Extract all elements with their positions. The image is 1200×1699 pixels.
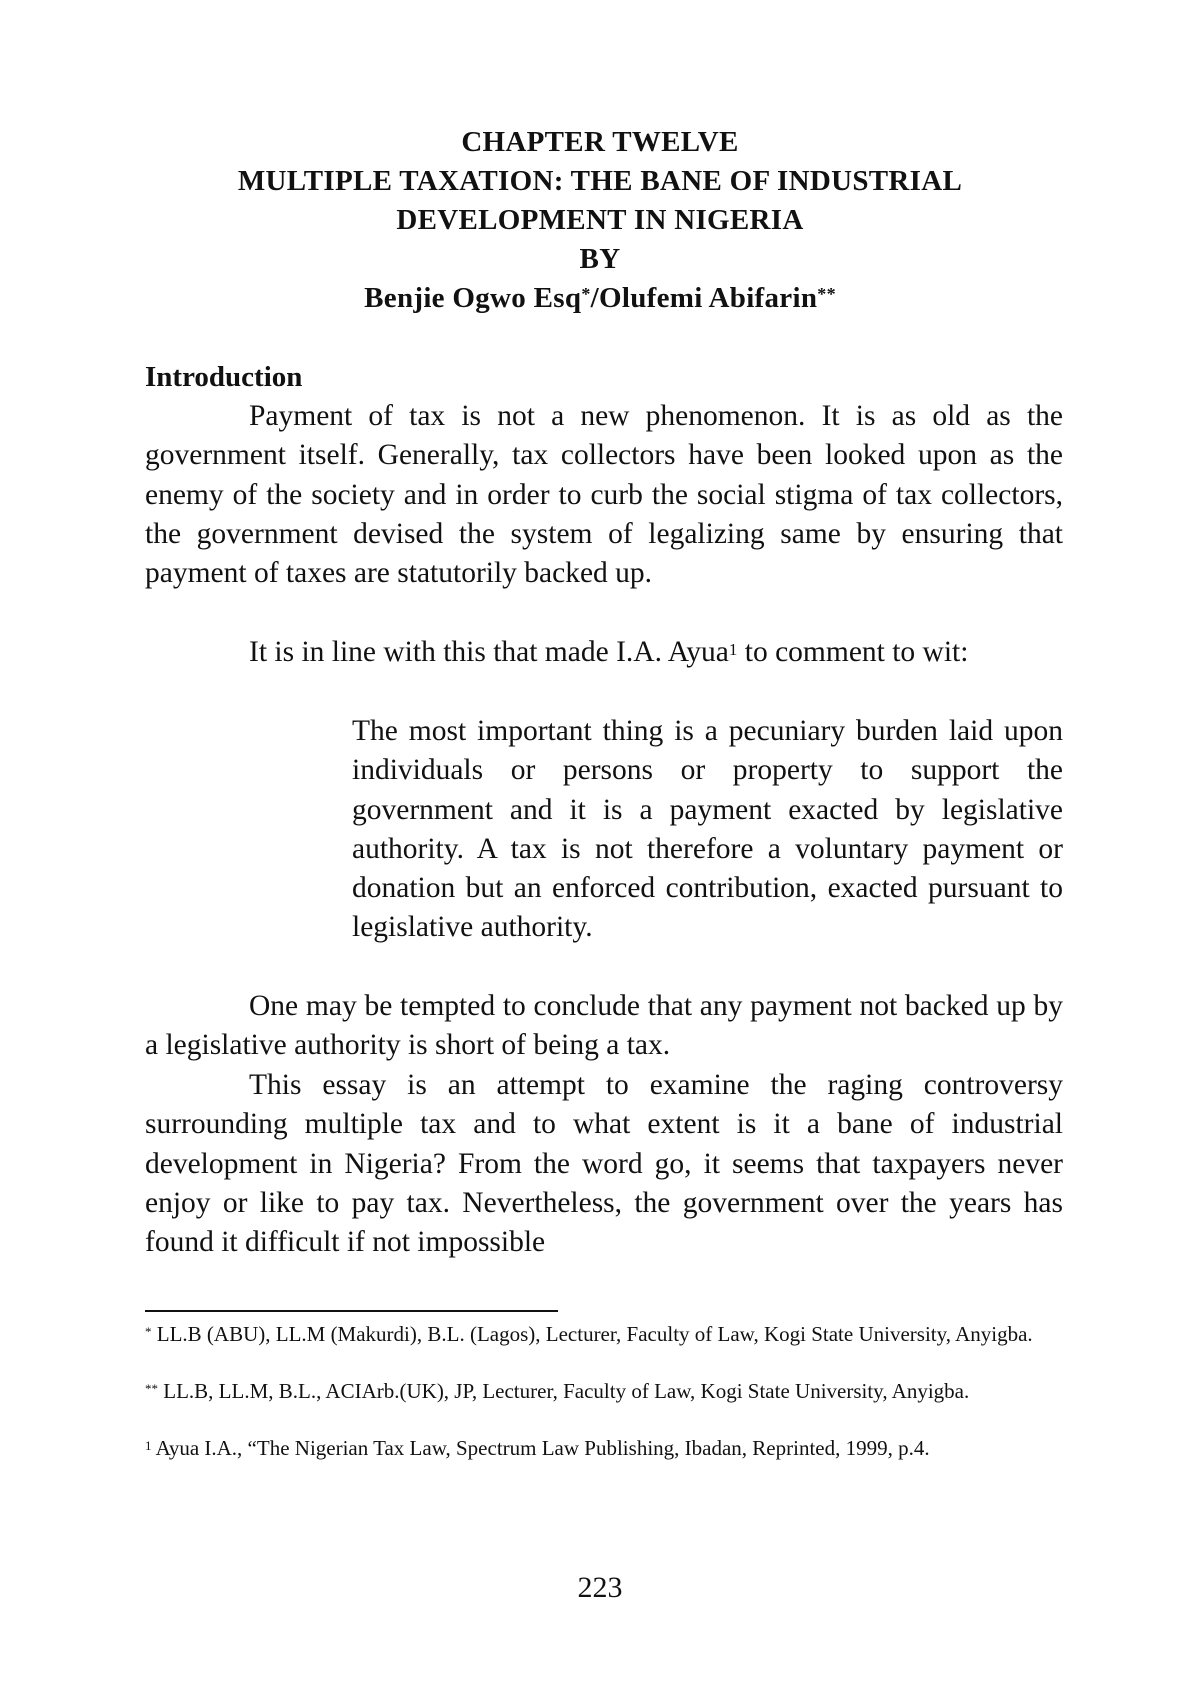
intro-paragraph-1: Payment of tax is not a new phenomenon. It is as old as the government itself. Generally, tax collectors have been looked upon as the enemy of the society and in order to curb the social stigma of tax collectors, the government devised the system of legalizing same by ensuring that payment of taxes are statutorily backed up. [145,400,1063,590]
footnote-mark: ** [145,1381,158,1396]
footnote-1 [145,1434,1063,1462]
author-separator: / [590,282,599,314]
by-line: BY [579,243,621,275]
footnote-text: LL.B, LL.M, B.L., ACIArb.(UK), JP, Lecturer, Faculty of Law, Kogi State University, Anyigba. [158,1379,970,1403]
author-2: Olufemi Abifarin [598,282,818,314]
author-1: Benjie Ogwo Esq [364,282,582,314]
author-1-footnote-mark: * [581,284,591,304]
footnote-mark: 1 [145,1438,152,1453]
footnote-mark: * [145,1324,152,1339]
chapter-title-line-2: DEVELOPMENT IN NIGERIA [396,204,804,236]
footnote-author-2 [145,1377,1063,1405]
footnote-ref-1: 1 [728,640,738,659]
intro-paragraph-3: One may be tempted to conclude that any payment not backed up by a legislative authority is short of being a tax. [145,990,1063,1062]
authors-line [0,279,1200,318]
block-quote: The most important thing is a pecuniary burden laid upon individuals or persons or property to support the government and it is a payment exacted by legislative authority. A tax is not therefore a voluntary payment or donation but an enforced contribution, exacted pursuant to legislative authority. [352,715,1063,944]
page-number: 223 [577,1571,623,1604]
footnote-text: Ayua I.A., “The Nigerian Tax Law, Spectrum Law Publishing, Ibadan, Reprinted, 1999, p.4. [151,1436,930,1460]
chapter-label: CHAPTER TWELVE [461,126,739,158]
author-2-footnote-mark: ** [817,284,836,304]
footnote-text: LL.B (ABU), LL.M (Makurdi), B.L. (Lagos), Lecturer, Faculty of Law, Kogi State University, Anyigba. [151,1322,1033,1346]
footnote-author-1 [145,1320,1063,1348]
intro-paragraph-4: This essay is an attempt to examine the raging controversy surrounding multiple tax and to what extent is it a bane of industrial development in Nigeria? From the word go, it seems that taxpayers never enjoy or like to pay tax. Nevertheless, the government over the years has found it difficult if not impossible [145,1069,1063,1259]
chapter-heading [0,123,1200,318]
paragraph-2-text-start: It is in line with this that made I.A. Ayua [249,636,729,668]
footnote-separator [145,1310,558,1312]
chapter-title-line-1: MULTIPLE TAXATION: THE BANE OF INDUSTRIAL [237,165,963,197]
paragraph-2-text-end: to comment to wit: [737,636,969,668]
intro-paragraph-2 [145,633,1063,672]
introduction-heading: Introduction [145,361,303,393]
